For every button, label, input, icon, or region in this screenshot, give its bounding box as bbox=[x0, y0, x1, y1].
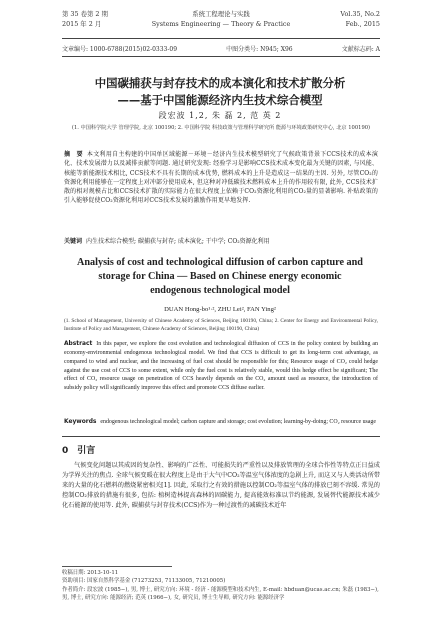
footnote bbox=[62, 569, 380, 603]
abstract-en-text: In this paper, we explore the cost evolution and technological diffusion of CCS in the policy context by building an economy-environmental endogenous technological model. We find that CCS is difficult to get its long-term cost advantage, as compared to wind and nuclear, and the increasing of fuel cost should be responsible for this; Resource usage of CO₂ could hedge against the use cost of CCS to some extent, while only the fuel cost is relatively stable, would this hedge effect be significant; The effect of CO₂ resource usage on penetration of CCS heavily depends on the CO₂ amount used as resource, the introduction of subsidy policy will significantly improve this effect and promote CCS diffuse earlier. bbox=[64, 341, 378, 392]
header-date-cn: 2015 年 2 月 bbox=[62, 19, 102, 28]
title-en bbox=[50, 256, 390, 297]
abstract-en bbox=[64, 340, 378, 393]
title-en-line2: storage for China — Based on Chinese energy economic bbox=[98, 270, 342, 282]
keywords-en-text: endogenous technological model; carbon capture and storage; cost evolution; learning-by-doing; CO₂ resource usage bbox=[100, 419, 376, 425]
keywords-en bbox=[64, 418, 378, 427]
section-heading-introduction: 0 引言 bbox=[62, 446, 96, 456]
journal-name-en: Systems Engineering — Theory & Practice bbox=[151, 19, 291, 28]
title-en-line3: endogenous technological model bbox=[150, 284, 290, 296]
classification-rule bbox=[62, 56, 380, 57]
keywords-en-label: Keywords bbox=[64, 419, 97, 425]
header-volume-issue: 第 35 卷第 2 期 bbox=[62, 10, 108, 18]
footnote-received: 收稿日期: 2013-10-11 bbox=[62, 570, 119, 576]
footnote-authors: 作者简介: 段宏波 (1985−), 男, 博士, 研究方向: 环境 - 经济 - 能源模型和技术内生, E-mail: hbduan@ucas.ac.cn; 朱磊 (1983−), 男, 博士, 研究方向: 能源经济; 范英 (1966−), 女, 研究员, 博士生导师, 研究方向: 能源经济学 bbox=[62, 586, 379, 602]
article-id: 文章编号: 1000-6788(2015)02-0333-09 bbox=[62, 46, 178, 53]
title-cn-main: 中国碳捕获与封存技术的成本演化和技术扩散分析 bbox=[94, 76, 346, 90]
keywords-cn-text: 内生技术综合模型; 碳捕获与封存; 成本演化; 干中学; CO₂资源化利用 bbox=[86, 238, 270, 245]
header-rule bbox=[62, 38, 380, 39]
footnote-funding: 资助项目: 国家自然科学基金 (71273253, 71133005, 71210005) bbox=[62, 578, 226, 585]
clc-number: 中图分类号: N945; X96 bbox=[226, 46, 293, 53]
journal-name-cn: 系统工程理论与实践 bbox=[192, 10, 250, 18]
header-date-en: Feb., 2015 bbox=[345, 19, 380, 28]
footnote-rule bbox=[62, 566, 172, 567]
abstract-end-rule bbox=[62, 436, 380, 437]
authors-en: DUAN Hong-bo¹·², ZHU Lei², FAN Ying² bbox=[164, 306, 276, 313]
classification-line bbox=[62, 44, 380, 53]
header-volume-en bbox=[340, 10, 380, 30]
keywords-cn bbox=[64, 237, 378, 246]
keywords-cn-label: 关键词 bbox=[64, 238, 83, 245]
abstract-en-label: Abstract bbox=[64, 341, 93, 347]
introduction-text: 气候变化问题以其成因的复杂性、影响的广泛性、可能损失的严重性以及排放管理的全球合作性等特点正日益成为学界关注的焦点. 全球气候变暖在很大程度上是由于大气中CO₂等温室气体浓度的急剧上升, 而这又与人类活动所带来的大量的化石燃料的燃烧紧密相关[1]. 因此, 采取行之有效的措施以控制CO₂等温室气体的排放已刻不容缓. 常见的控制CO₂排放的措施有很多, 包括: 植树造林提高森林的固碳能力, 提高能效标准以节约能源, 发展替代能源技术减少化石能源的使用等. 此外, 碳捕获与封存技术(CCS)作为一种过渡性的减碳技术近年 bbox=[62, 462, 380, 509]
affiliation-en: (1. School of Management, University of Chinese Academy of Sciences, Beijing 100190, China; 2. Center for Energy and Environmental Policy, Institute of Policy and Management, Chinese Academy of Sciences, Beijing 100190, China) bbox=[64, 318, 378, 332]
affiliation-cn: (1. 中国科学院大学 管理学院, 北京 100190; 2. 中国科学院 科技政策与管理科学研究所 能源与环境政策研究中心, 北京 100190) bbox=[71, 125, 371, 131]
abstract-cn-text: 本文利用自主构建的中国单区域能源－环境－经济内生技术模型研究了气候政策背景下CCS技术的成本演化、技术发展潜力以及减排贡献等问题. 通过研究发现: 经验学习是影响CCS技术成本变化最为关键的因素, 与风能、核能等新能源技术相比, CCS技术不具有长期的成本优势, 燃料成本的上升是造成这一结果的主因. 另外, 尽管CO₂的资源化利用能够在一定程度上对冲部分使用成本, 但这种对冲低碳技术燃料成本上升的作用较有限, 此外, CCS技术扩散的相对规模占比和CCS技术扩散的实际能力在很大程度上依赖于CO₂资源化利用的CO₂量的显著影响. 补贴政策的引入能够促使CO₂资源化利用对CCS技术发展的激励作用更早地发挥. bbox=[64, 151, 378, 205]
document-code: 文献标志码: A bbox=[341, 46, 380, 53]
title-cn bbox=[40, 75, 400, 108]
authors-cn: 段宏波 1,2, 朱 磊 2, 范 英 2 bbox=[158, 111, 282, 120]
running-header bbox=[62, 10, 380, 36]
header-journal bbox=[62, 10, 380, 30]
title-en-line1: Analysis of cost and technological diffusion of carbon capture and bbox=[77, 257, 363, 268]
title-cn-subtitle: ——基于中国能源经济内生技术综合模型 bbox=[117, 92, 323, 107]
abstract-cn bbox=[64, 150, 378, 206]
abstract-cn-label: 摘 要 bbox=[64, 151, 83, 158]
header-vol-no: Vol.35, No.2 bbox=[340, 10, 380, 18]
